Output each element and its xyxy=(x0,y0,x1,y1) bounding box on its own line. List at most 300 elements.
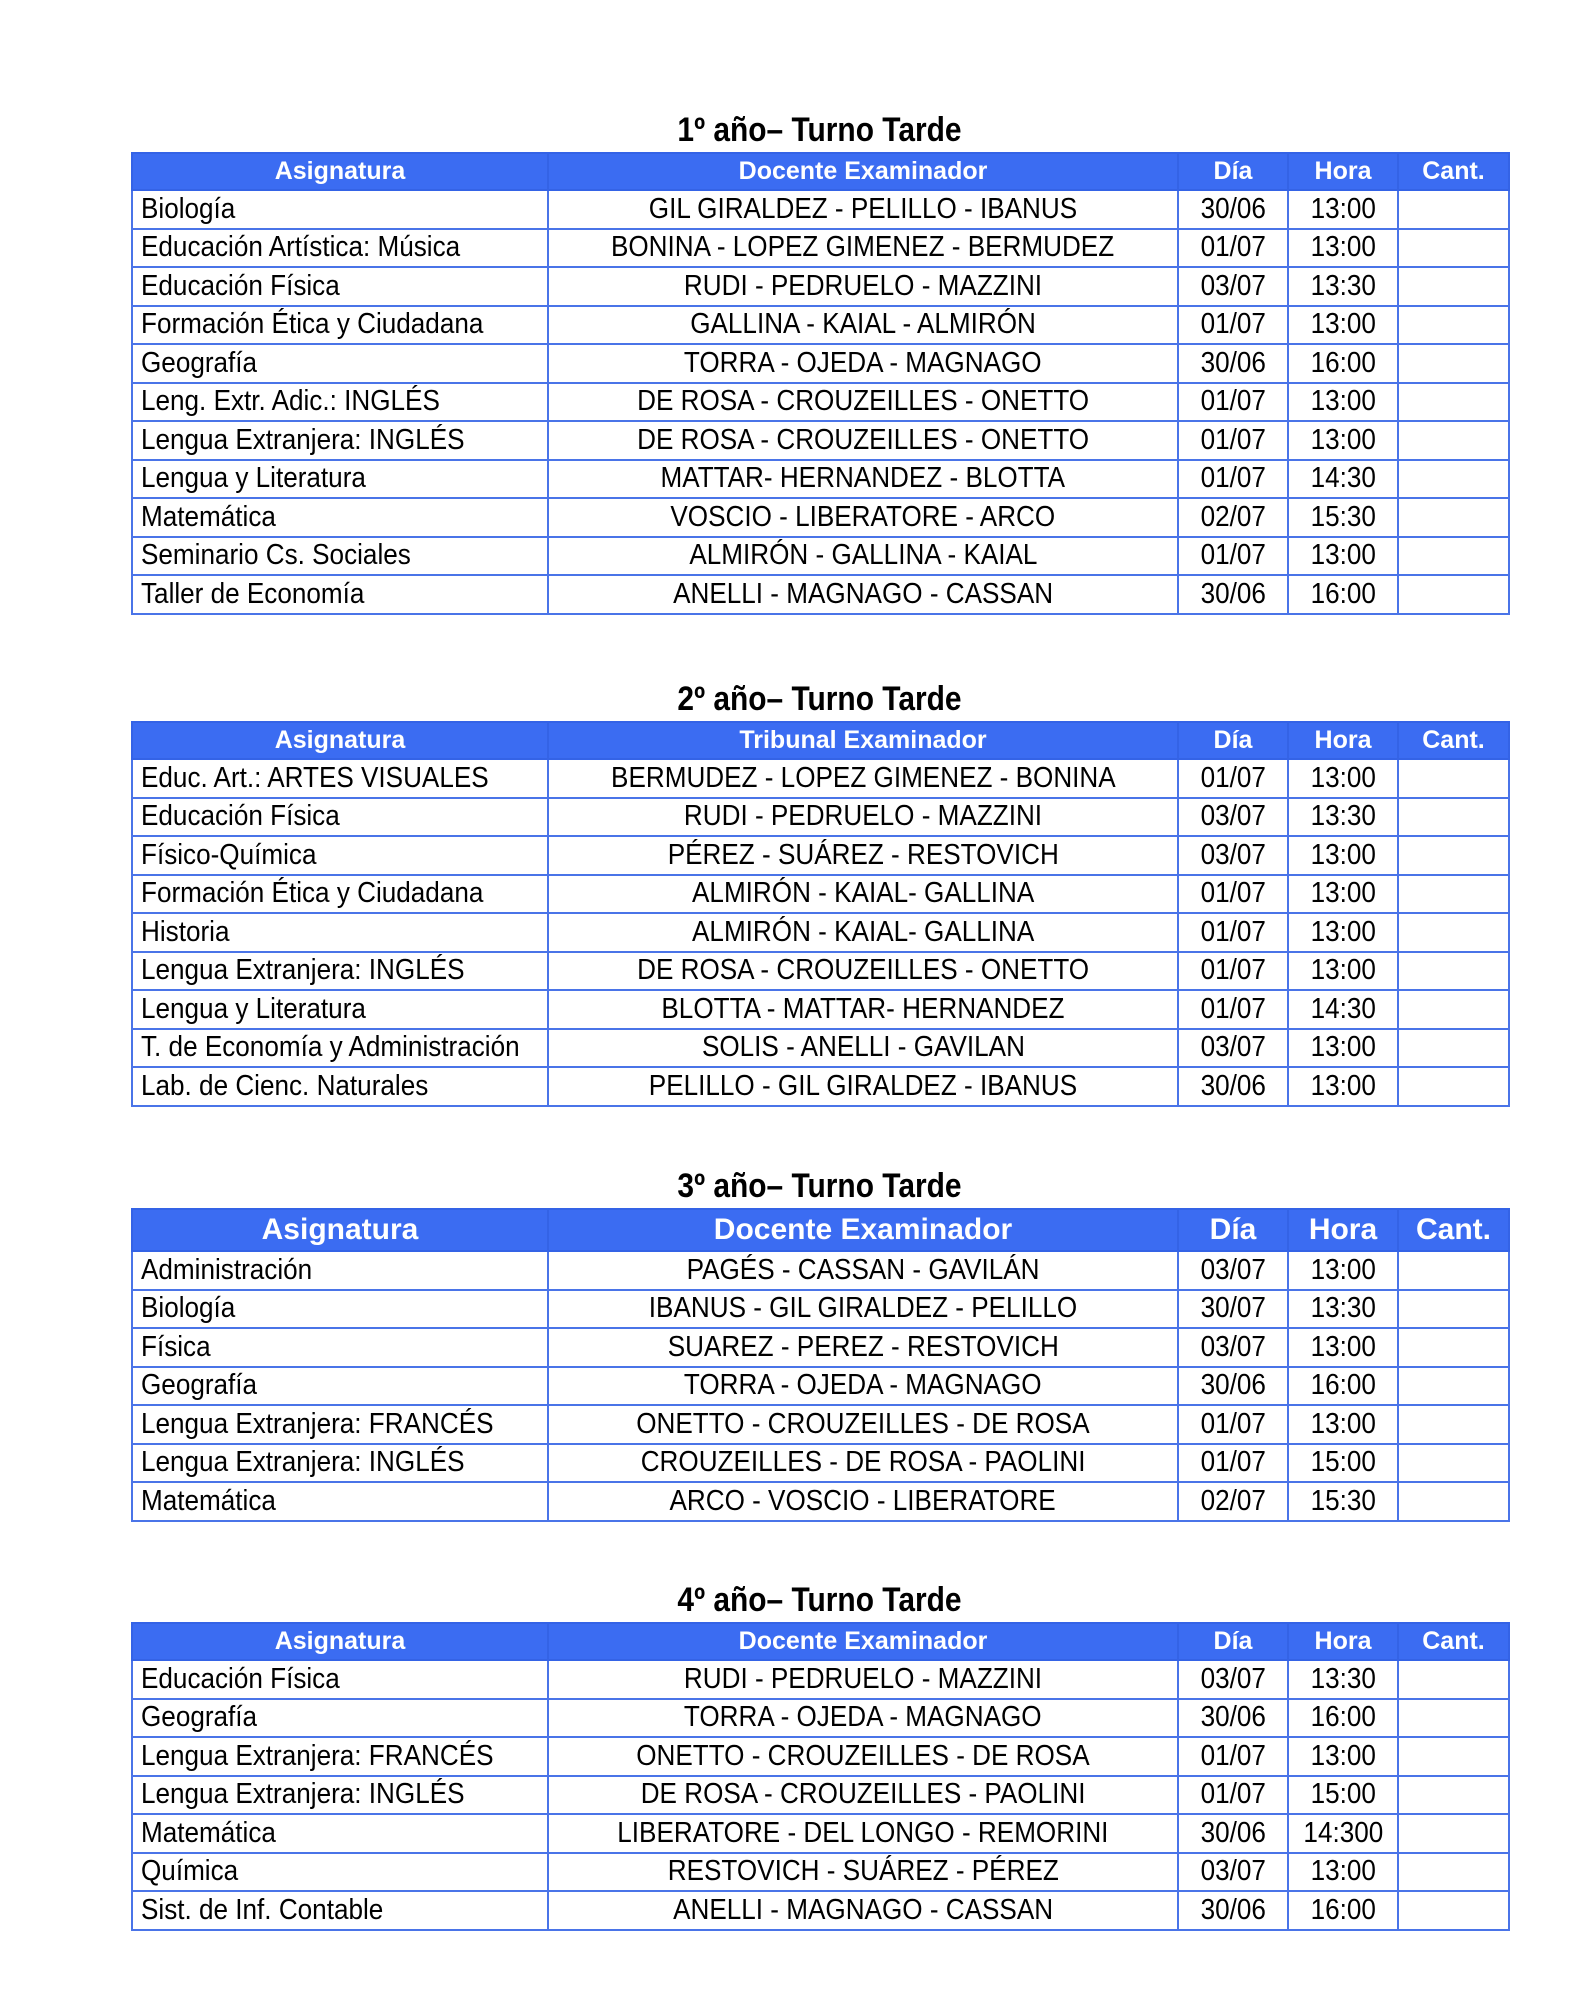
cell-subject-text: Biología xyxy=(141,1292,236,1325)
cell-subject xyxy=(132,759,548,798)
cell-examiner-text: RUDI - PEDRUELO - MAZZINI xyxy=(683,800,1043,833)
cell-day xyxy=(1178,421,1288,460)
cell-subject-text: Geografía xyxy=(141,1701,258,1734)
cell-time-text: 13:30 xyxy=(1310,1662,1376,1695)
cell-subject xyxy=(132,990,548,1029)
cell-count xyxy=(1398,1290,1509,1329)
cell-examiner-text: DE ROSA - CROUZEILLES - ONETTO xyxy=(637,385,1089,418)
cell-subject xyxy=(132,1029,548,1068)
cell-day-text: 02/07 xyxy=(1200,500,1266,533)
cell-examiner xyxy=(548,1367,1178,1406)
cell-time-text: 13:00 xyxy=(1310,915,1376,948)
cell-day-text: 30/06 xyxy=(1200,1369,1266,1402)
cell-day-text: 03/07 xyxy=(1200,1253,1266,1286)
cell-time-text: 13:00 xyxy=(1310,877,1376,910)
cell-day xyxy=(1178,759,1288,798)
cell-subject xyxy=(132,1367,548,1406)
table-row xyxy=(132,913,1509,952)
cell-examiner xyxy=(548,498,1178,537)
cell-time xyxy=(1288,1251,1398,1290)
cell-subject xyxy=(132,383,548,422)
cell-day-text: 01/07 xyxy=(1200,761,1266,794)
cell-day-text: 01/07 xyxy=(1200,1778,1266,1811)
cell-day xyxy=(1178,1737,1288,1776)
cell-time-text: 16:00 xyxy=(1310,346,1376,379)
cell-examiner-text: DE ROSA - CROUZEILLES - ONETTO xyxy=(637,423,1089,456)
cell-day-text: 30/06 xyxy=(1200,192,1266,225)
header-subject: Asignatura xyxy=(132,153,548,190)
table-row xyxy=(132,798,1509,837)
cell-subject xyxy=(132,229,548,268)
table-row xyxy=(132,229,1509,268)
cell-time xyxy=(1288,229,1398,268)
cell-subject xyxy=(132,1328,548,1367)
cell-examiner-text: IBANUS - GIL GIRALDEZ - PELILLO xyxy=(648,1292,1078,1325)
cell-examiner xyxy=(548,990,1178,1029)
header-count: Cant. xyxy=(1398,1623,1509,1660)
cell-subject xyxy=(132,1737,548,1776)
cell-examiner xyxy=(548,421,1178,460)
cell-day-text: 03/07 xyxy=(1200,1855,1266,1888)
header-examiner: Docente Examinador xyxy=(548,1209,1178,1251)
cell-subject-text: Geografía xyxy=(141,1369,258,1402)
cell-examiner-text: SUAREZ - PEREZ - RESTOVICH xyxy=(667,1330,1059,1363)
cell-day xyxy=(1178,1444,1288,1483)
cell-subject-text: Matemática xyxy=(141,500,276,533)
cell-time xyxy=(1288,759,1398,798)
cell-day-text: 30/06 xyxy=(1200,346,1266,379)
cell-subject xyxy=(132,1067,548,1106)
cell-time-text: 13:00 xyxy=(1310,761,1376,794)
cell-subject-text: Lengua Extranjera: INGLÉS xyxy=(141,1446,465,1479)
cell-day xyxy=(1178,537,1288,576)
cell-subject xyxy=(132,798,548,837)
cell-count xyxy=(1398,1251,1509,1290)
table-row xyxy=(132,190,1509,229)
table-row xyxy=(132,460,1509,499)
cell-day-text: 30/07 xyxy=(1200,1292,1266,1325)
table-row xyxy=(132,344,1509,383)
table-row xyxy=(132,1444,1509,1483)
cell-examiner-text: ARCO - VOSCIO - LIBERATORE xyxy=(669,1484,1057,1517)
cell-time-text: 13:30 xyxy=(1310,269,1376,302)
table-row xyxy=(132,383,1509,422)
cell-examiner xyxy=(548,1405,1178,1444)
cell-subject-text: Biología xyxy=(141,192,236,225)
cell-count xyxy=(1398,836,1509,875)
cell-day-text: 01/07 xyxy=(1200,1446,1266,1479)
cell-count xyxy=(1398,460,1509,499)
cell-time xyxy=(1288,267,1398,306)
cell-subject xyxy=(132,190,548,229)
cell-count xyxy=(1398,1367,1509,1406)
cell-examiner xyxy=(548,836,1178,875)
cell-time xyxy=(1288,1444,1398,1483)
cell-examiner-text: CROUZEILLES - DE ROSA - PAOLINI xyxy=(640,1446,1086,1479)
cell-examiner-text: SOLIS - ANELLI - GAVILAN xyxy=(701,1031,1025,1064)
table-row xyxy=(132,1776,1509,1815)
cell-subject-text: Lengua Extranjera: INGLÉS xyxy=(141,954,465,987)
cell-time-text: 15:00 xyxy=(1310,1778,1376,1811)
cell-time-text: 13:00 xyxy=(1310,1330,1376,1363)
table-header-row xyxy=(132,1209,1509,1251)
cell-examiner-text: BONINA - LOPEZ GIMENEZ - BERMUDEZ xyxy=(611,231,1115,264)
cell-time xyxy=(1288,344,1398,383)
cell-count xyxy=(1398,1737,1509,1776)
cell-examiner xyxy=(548,1699,1178,1738)
cell-subject xyxy=(132,1891,548,1930)
cell-examiner xyxy=(548,1482,1178,1521)
cell-examiner-text: PÉREZ - SUÁREZ - RESTOVICH xyxy=(667,838,1059,871)
cell-count xyxy=(1398,990,1509,1029)
cell-examiner-text: TORRA - OJEDA - MAGNAGO xyxy=(684,1701,1042,1734)
cell-count xyxy=(1398,759,1509,798)
cell-examiner-text: DE ROSA - CROUZEILLES - ONETTO xyxy=(637,954,1089,987)
cell-subject-text: Leng. Extr. Adic.: INGLÉS xyxy=(141,385,440,418)
header-count: Cant. xyxy=(1398,1209,1509,1251)
cell-subject xyxy=(132,1482,548,1521)
cell-count xyxy=(1398,1776,1509,1815)
cell-examiner xyxy=(548,798,1178,837)
cell-day xyxy=(1178,267,1288,306)
cell-time xyxy=(1288,1776,1398,1815)
cell-time-text: 13:00 xyxy=(1310,954,1376,987)
cell-count xyxy=(1398,875,1509,914)
cell-subject xyxy=(132,498,548,537)
cell-subject-text: Lengua y Literatura xyxy=(141,462,366,495)
header-day: Día xyxy=(1178,1209,1288,1251)
cell-count xyxy=(1398,229,1509,268)
cell-subject-text: Geografía xyxy=(141,346,258,379)
cell-day-text: 03/07 xyxy=(1200,1330,1266,1363)
table-row xyxy=(132,1067,1509,1106)
cell-subject-text: Física xyxy=(141,1330,211,1363)
cell-subject xyxy=(132,537,548,576)
cell-subject xyxy=(132,1699,548,1738)
table-row xyxy=(132,1737,1509,1776)
table-row xyxy=(132,1482,1509,1521)
cell-day xyxy=(1178,1290,1288,1329)
cell-day xyxy=(1178,1328,1288,1367)
cell-time xyxy=(1288,1891,1398,1930)
cell-examiner xyxy=(548,190,1178,229)
section-3-year xyxy=(131,1164,1508,1522)
header-examiner: Docente Examinador xyxy=(548,153,1178,190)
cell-count xyxy=(1398,498,1509,537)
cell-day-text: 03/07 xyxy=(1200,1662,1266,1695)
cell-time xyxy=(1288,1482,1398,1521)
table-row xyxy=(132,1699,1509,1738)
cell-day xyxy=(1178,1853,1288,1892)
cell-time xyxy=(1288,952,1398,991)
cell-day xyxy=(1178,952,1288,991)
cell-day xyxy=(1178,1891,1288,1930)
cell-day-text: 01/07 xyxy=(1200,1739,1266,1772)
cell-examiner xyxy=(548,1737,1178,1776)
cell-examiner-text: ALMIRÓN - KAIAL- GALLINA xyxy=(691,915,1035,948)
section-title: 4º año– Turno Tarde xyxy=(677,1581,962,1619)
cell-subject xyxy=(132,306,548,345)
table-row xyxy=(132,575,1509,614)
cell-subject xyxy=(132,575,548,614)
cell-day-text: 30/06 xyxy=(1200,1893,1266,1926)
cell-day xyxy=(1178,1660,1288,1699)
cell-examiner xyxy=(548,1029,1178,1068)
cell-day-text: 02/07 xyxy=(1200,1484,1266,1517)
cell-day xyxy=(1178,1405,1288,1444)
cell-subject-text: Administración xyxy=(141,1253,313,1286)
cell-subject xyxy=(132,952,548,991)
section-title: 3º año– Turno Tarde xyxy=(677,1167,962,1205)
cell-time xyxy=(1288,1814,1398,1853)
cell-time xyxy=(1288,1029,1398,1068)
cell-count xyxy=(1398,1699,1509,1738)
cell-count xyxy=(1398,798,1509,837)
cell-subject xyxy=(132,1251,548,1290)
cell-day-text: 01/07 xyxy=(1200,462,1266,495)
cell-day xyxy=(1178,1482,1288,1521)
table-body xyxy=(132,1660,1509,1930)
cell-day-text: 01/07 xyxy=(1200,992,1266,1025)
cell-day xyxy=(1178,1029,1288,1068)
cell-day-text: 01/07 xyxy=(1200,308,1266,341)
table-row xyxy=(132,759,1509,798)
cell-day-text: 01/07 xyxy=(1200,877,1266,910)
cell-time xyxy=(1288,1067,1398,1106)
cell-examiner xyxy=(548,537,1178,576)
cell-time xyxy=(1288,1405,1398,1444)
cell-examiner xyxy=(548,229,1178,268)
cell-examiner-text: ANELLI - MAGNAGO - CASSAN xyxy=(673,577,1053,610)
cell-subject xyxy=(132,267,548,306)
cell-subject-text: Seminario Cs. Sociales xyxy=(141,539,411,572)
header-examiner: Tribunal Examinador xyxy=(548,722,1178,759)
section-1-year xyxy=(131,108,1508,615)
table-row xyxy=(132,1029,1509,1068)
table-body xyxy=(132,190,1509,614)
cell-count xyxy=(1398,537,1509,576)
cell-subject-text: Sist. de Inf. Contable xyxy=(141,1893,384,1926)
cell-count xyxy=(1398,421,1509,460)
cell-day-text: 30/06 xyxy=(1200,1816,1266,1849)
cell-count xyxy=(1398,1029,1509,1068)
cell-time xyxy=(1288,1737,1398,1776)
cell-day-text: 03/07 xyxy=(1200,1031,1266,1064)
cell-time-text: 15:00 xyxy=(1310,1446,1376,1479)
cell-time-text: 16:00 xyxy=(1310,1369,1376,1402)
table-row xyxy=(132,990,1509,1029)
cell-time xyxy=(1288,1367,1398,1406)
cell-day xyxy=(1178,990,1288,1029)
cell-time-text: 14:300 xyxy=(1303,1816,1383,1849)
cell-time xyxy=(1288,1660,1398,1699)
table-header-row xyxy=(132,153,1509,190)
cell-examiner xyxy=(548,1251,1178,1290)
cell-examiner xyxy=(548,1776,1178,1815)
cell-day-text: 01/07 xyxy=(1200,539,1266,572)
header-subject: Asignatura xyxy=(132,1209,548,1251)
cell-time xyxy=(1288,498,1398,537)
cell-time xyxy=(1288,306,1398,345)
cell-subject xyxy=(132,1444,548,1483)
cell-time xyxy=(1288,875,1398,914)
table-row xyxy=(132,836,1509,875)
table-row xyxy=(132,421,1509,460)
table-row xyxy=(132,1891,1509,1930)
cell-day-text: 01/07 xyxy=(1200,915,1266,948)
cell-day xyxy=(1178,229,1288,268)
table-row xyxy=(132,498,1509,537)
cell-examiner xyxy=(548,267,1178,306)
cell-day xyxy=(1178,344,1288,383)
cell-day xyxy=(1178,1067,1288,1106)
schedule-table xyxy=(131,721,1510,1107)
cell-day xyxy=(1178,1776,1288,1815)
table-row xyxy=(132,1814,1509,1853)
cell-examiner xyxy=(548,913,1178,952)
cell-subject xyxy=(132,1290,548,1329)
cell-time xyxy=(1288,1699,1398,1738)
cell-day xyxy=(1178,498,1288,537)
cell-subject xyxy=(132,460,548,499)
cell-time xyxy=(1288,460,1398,499)
cell-day-text: 01/07 xyxy=(1200,954,1266,987)
cell-time xyxy=(1288,575,1398,614)
cell-subject xyxy=(132,1853,548,1892)
cell-examiner xyxy=(548,383,1178,422)
cell-time-text: 13:30 xyxy=(1310,1292,1376,1325)
cell-subject-text: Educación Artística: Música xyxy=(141,231,461,264)
cell-time-text: 14:30 xyxy=(1310,462,1376,495)
cell-count xyxy=(1398,1814,1509,1853)
cell-subject xyxy=(132,1405,548,1444)
cell-day xyxy=(1178,190,1288,229)
cell-examiner xyxy=(548,759,1178,798)
cell-time xyxy=(1288,537,1398,576)
cell-day-text: 30/06 xyxy=(1200,1701,1266,1734)
cell-day xyxy=(1178,1699,1288,1738)
cell-count xyxy=(1398,1444,1509,1483)
cell-day xyxy=(1178,875,1288,914)
cell-examiner xyxy=(548,575,1178,614)
table-row xyxy=(132,267,1509,306)
header-day: Día xyxy=(1178,1623,1288,1660)
table-row xyxy=(132,875,1509,914)
cell-examiner xyxy=(548,1444,1178,1483)
table-body xyxy=(132,1251,1509,1521)
cell-time-text: 16:00 xyxy=(1310,1893,1376,1926)
table-row xyxy=(132,1290,1509,1329)
cell-subject xyxy=(132,344,548,383)
table-row xyxy=(132,952,1509,991)
header-time: Hora xyxy=(1288,1623,1398,1660)
cell-subject-text: Matemática xyxy=(141,1484,276,1517)
cell-examiner-text: GIL GIRALDEZ - PELILLO - IBANUS xyxy=(648,192,1078,225)
cell-time xyxy=(1288,190,1398,229)
cell-count xyxy=(1398,1660,1509,1699)
cell-time-text: 13:00 xyxy=(1310,1031,1376,1064)
cell-count xyxy=(1398,344,1509,383)
schedule-table xyxy=(131,152,1510,615)
header-time: Hora xyxy=(1288,722,1398,759)
cell-count xyxy=(1398,383,1509,422)
cell-examiner-text: TORRA - OJEDA - MAGNAGO xyxy=(684,1369,1042,1402)
cell-day xyxy=(1178,1814,1288,1853)
cell-subject xyxy=(132,1814,548,1853)
cell-examiner-text: RUDI - PEDRUELO - MAZZINI xyxy=(683,269,1043,302)
cell-examiner-text: BLOTTA - MATTAR- HERNANDEZ xyxy=(661,992,1065,1025)
header-day: Día xyxy=(1178,153,1288,190)
cell-subject-text: Lengua y Literatura xyxy=(141,992,366,1025)
cell-subject-text: Lab. de Cienc. Naturales xyxy=(141,1069,429,1102)
schedule-table xyxy=(131,1208,1510,1522)
cell-subject-text: Educación Física xyxy=(141,269,340,302)
header-day: Día xyxy=(1178,722,1288,759)
cell-subject-text: Química xyxy=(141,1855,239,1888)
table-row xyxy=(132,1251,1509,1290)
header-subject: Asignatura xyxy=(132,1623,548,1660)
cell-examiner xyxy=(548,952,1178,991)
section-2-year xyxy=(131,677,1508,1107)
cell-day xyxy=(1178,383,1288,422)
cell-time-text: 13:00 xyxy=(1310,308,1376,341)
cell-day xyxy=(1178,1251,1288,1290)
table-row xyxy=(132,1367,1509,1406)
cell-time xyxy=(1288,836,1398,875)
cell-time xyxy=(1288,1853,1398,1892)
cell-examiner-text: RESTOVICH - SUÁREZ - PÉREZ xyxy=(667,1855,1059,1888)
cell-time-text: 15:30 xyxy=(1310,1484,1376,1517)
cell-time-text: 13:00 xyxy=(1310,1069,1376,1102)
cell-subject-text: Taller de Economía xyxy=(141,577,365,610)
cell-examiner-text: ALMIRÓN - KAIAL- GALLINA xyxy=(691,877,1035,910)
cell-day-text: 01/07 xyxy=(1200,385,1266,418)
cell-examiner-text: RUDI - PEDRUELO - MAZZINI xyxy=(683,1662,1043,1695)
schedule-table xyxy=(131,1622,1510,1931)
header-time: Hora xyxy=(1288,1209,1398,1251)
cell-subject-text: Matemática xyxy=(141,1816,276,1849)
cell-count xyxy=(1398,267,1509,306)
cell-subject xyxy=(132,875,548,914)
header-count: Cant. xyxy=(1398,722,1509,759)
cell-examiner-text: ONETTO - CROUZEILLES - DE ROSA xyxy=(636,1739,1090,1772)
cell-examiner xyxy=(548,460,1178,499)
cell-examiner-text: ALMIRÓN - GALLINA - KAIAL xyxy=(688,539,1038,572)
cell-examiner xyxy=(548,1660,1178,1699)
cell-subject-text: Formación Ética y Ciudadana xyxy=(141,308,484,341)
cell-subject-text: T. de Economía y Administración xyxy=(141,1031,520,1064)
cell-count xyxy=(1398,1405,1509,1444)
cell-day xyxy=(1178,798,1288,837)
cell-examiner xyxy=(548,1067,1178,1106)
cell-subject-text: Lengua Extranjera: FRANCÉS xyxy=(141,1407,494,1440)
table-row xyxy=(132,1328,1509,1367)
cell-time xyxy=(1288,1328,1398,1367)
cell-time-text: 13:30 xyxy=(1310,800,1376,833)
cell-examiner xyxy=(548,1891,1178,1930)
cell-count xyxy=(1398,575,1509,614)
cell-time-text: 13:00 xyxy=(1310,539,1376,572)
section-4-year xyxy=(131,1578,1508,1931)
table-header-row xyxy=(132,1623,1509,1660)
header-time: Hora xyxy=(1288,153,1398,190)
cell-time-text: 16:00 xyxy=(1310,1701,1376,1734)
cell-subject-text: Formación Ética y Ciudadana xyxy=(141,877,484,910)
cell-time-text: 13:00 xyxy=(1310,423,1376,456)
cell-time-text: 13:00 xyxy=(1310,1253,1376,1286)
header-count: Cant. xyxy=(1398,153,1509,190)
cell-time xyxy=(1288,1290,1398,1329)
